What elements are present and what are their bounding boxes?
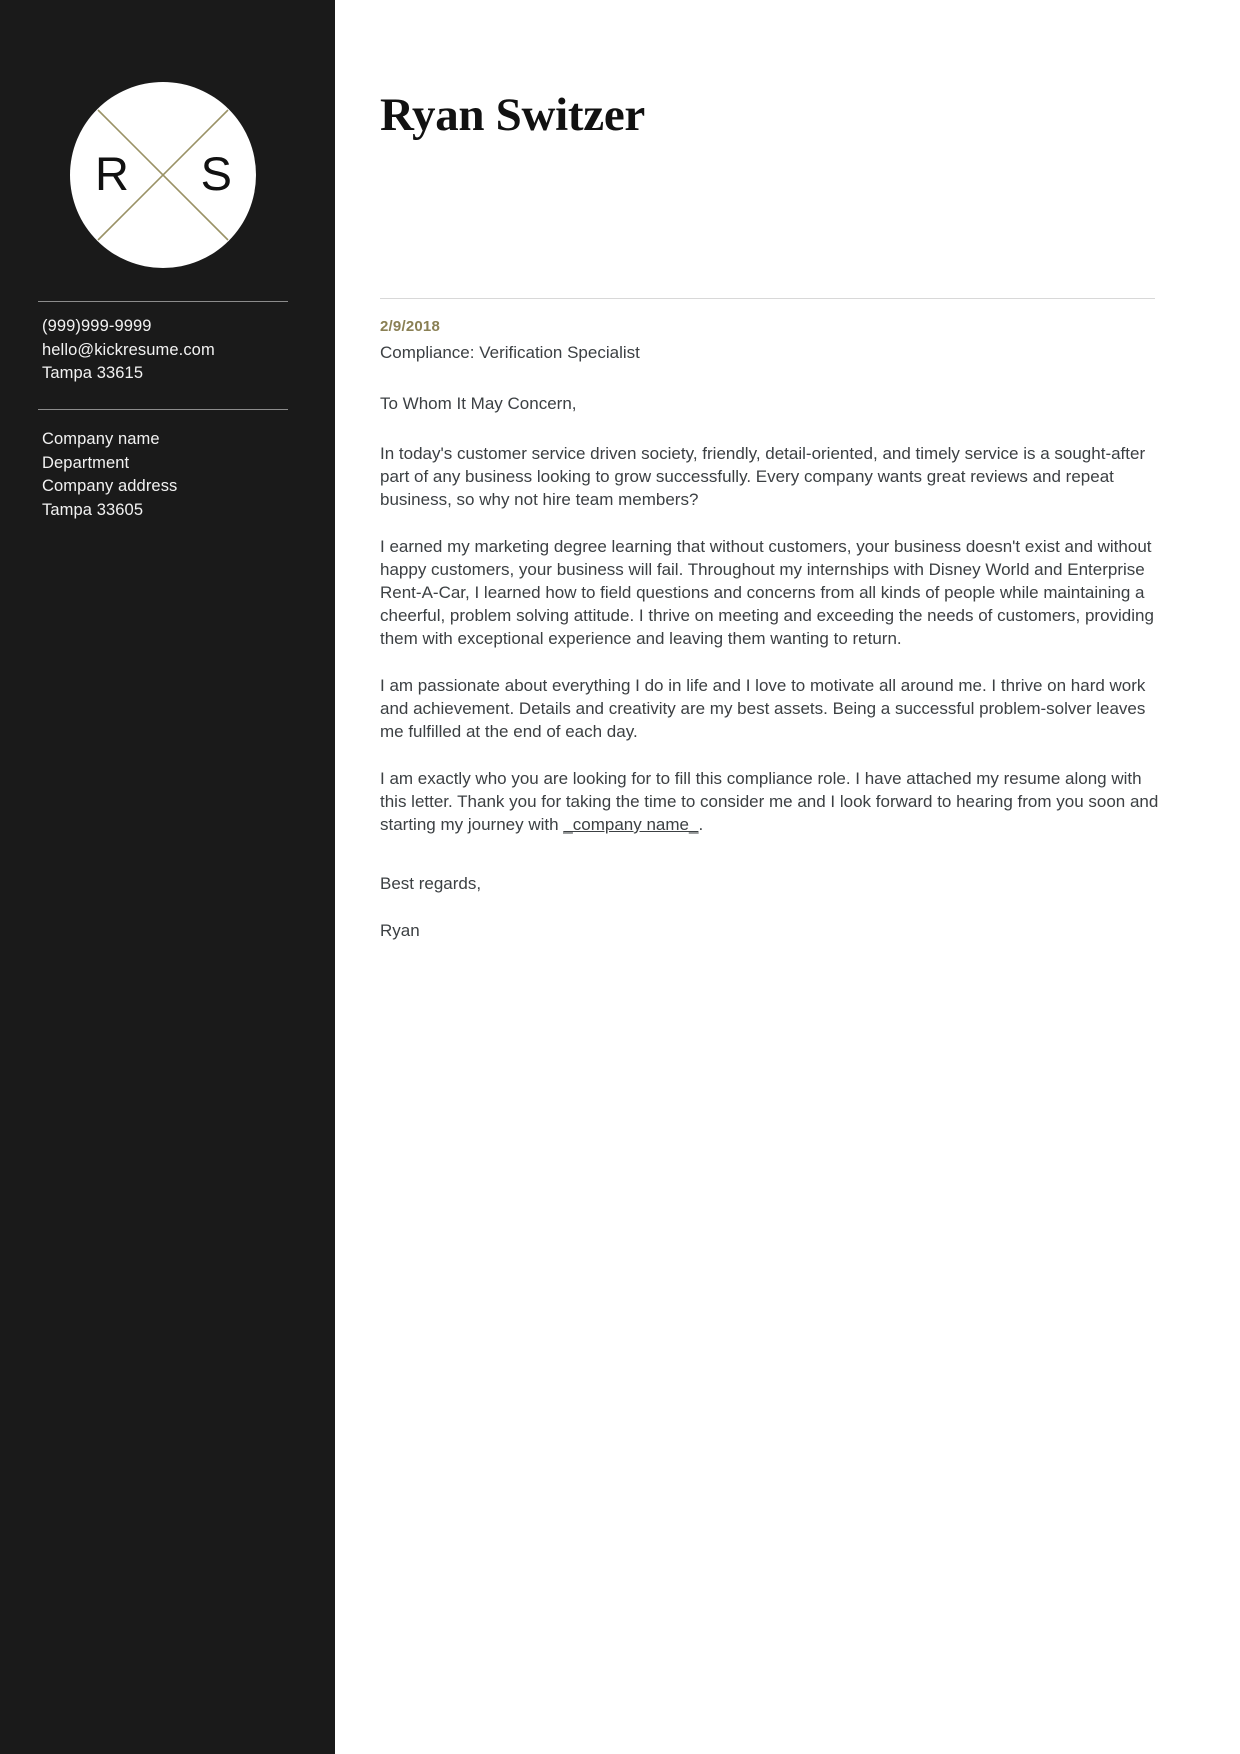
sidebar-divider-top <box>38 301 288 302</box>
contact-info-block <box>42 315 322 386</box>
letter-paragraph: I earned my marketing degree learning that without customers, your business doesn't exist and without happy customers, your business will fail. Throughout my internships with Disney World and Enterprise Rent-A-Car, I learned how to field questions and concerns from all kinds of people while maintaining a cheerful, problem solving attitude. I thrive on meeting and exceeding the needs of customers, providing them with exceptional experience and leaving them wanting to return. <box>380 537 1154 648</box>
recipient-department: Department <box>42 453 130 472</box>
company-name-placeholder[interactable]: _company name_ <box>563 815 699 834</box>
letter-paragraph: In today's customer service driven society, friendly, detail-oriented, and timely service is a sought-after part of any business looking to grow successfully. Every company wants great reviews and repeat business, so why not hire team members? <box>380 444 1146 509</box>
sidebar-panel <box>0 0 335 1754</box>
recipient-company-name: Company name <box>42 430 160 448</box>
letter-paragraph-final <box>380 767 1170 836</box>
logo-initial-last: S <box>200 147 232 200</box>
final-paragraph-text-before: I am exactly who you are looking for to fill this compliance role. I have attached my resume along with this letter. Thank you for taking the time to consider me and I look forward to hearing from you soon and starting my journey with <box>380 769 1159 834</box>
applicant-name: Ryan Switzer <box>380 89 645 141</box>
letter-signature: Ryan <box>380 921 420 940</box>
recipient-city-zip: Tampa 33605 <box>42 500 144 519</box>
letter-salutation: To Whom It May Concern, <box>380 394 577 413</box>
logo-monogram <box>70 82 256 268</box>
header-divider <box>380 298 1155 299</box>
logo-circle <box>70 82 256 268</box>
letter-closing: Best regards, <box>380 874 482 893</box>
recipient-company-address: Company address <box>42 477 178 495</box>
letter-paragraph: I am passionate about everything I do in life and I love to motivate all around me. I thrive on hard work and achievement. Details and creativity are my best assets. Being a successful problem-solver leaves me fulfilled at the end of each day. <box>380 676 1146 741</box>
letter-page <box>335 0 1240 1754</box>
letter-date: 2/9/2018 <box>380 318 440 335</box>
sidebar-divider-bottom <box>38 409 288 410</box>
letter-subject: Compliance: Verification Specialist <box>380 343 640 362</box>
letter-body <box>380 318 1170 943</box>
final-paragraph-text-after: . <box>698 815 704 834</box>
contact-phone: (999)999-9999 <box>42 317 152 335</box>
logo-initial-first: R <box>95 147 129 200</box>
contact-location: Tampa 33615 <box>42 364 144 382</box>
contact-email: hello@kickresume.com <box>42 340 215 359</box>
recipient-address-block <box>42 428 322 522</box>
